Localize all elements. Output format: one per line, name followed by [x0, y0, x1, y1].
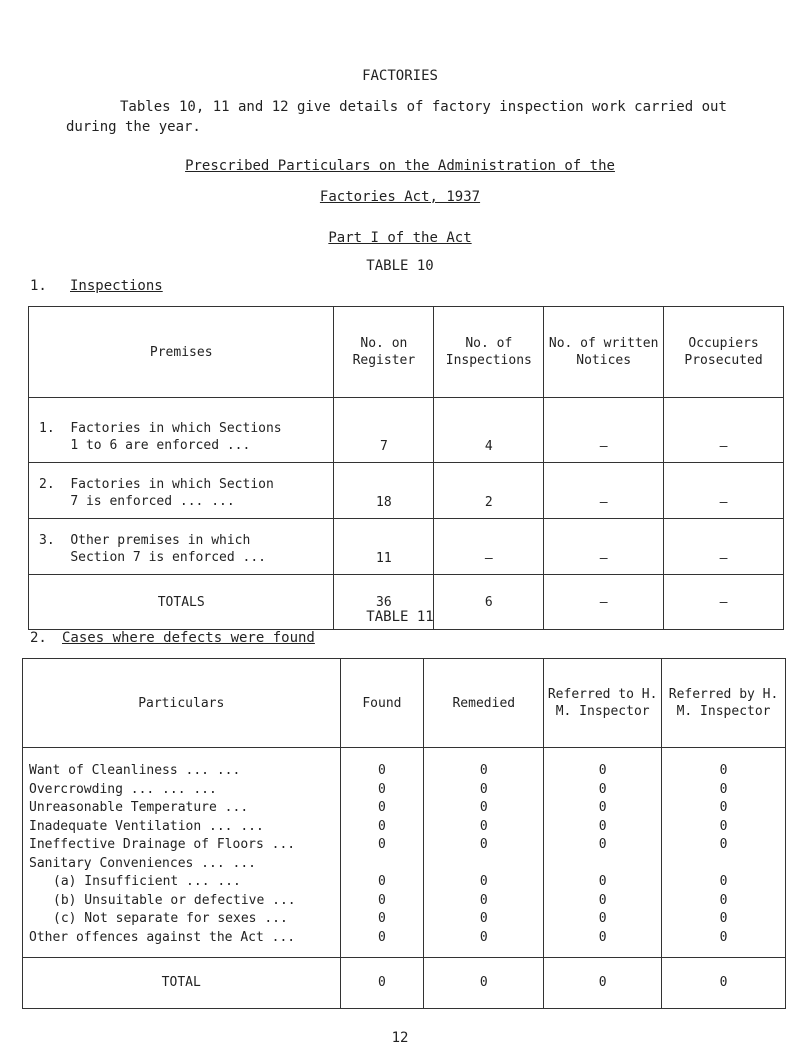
prosecuted-cell: – [664, 398, 784, 463]
referred-to-cell: 0 [544, 873, 662, 892]
table-row [23, 892, 786, 911]
referred-by-cell: 0 [662, 892, 786, 911]
referred-to-cell [544, 855, 662, 874]
referred-by-cell: 0 [662, 762, 786, 781]
totals-label: TOTAL [23, 958, 341, 1009]
remedied-cell: 0 [424, 836, 544, 855]
premises-cell: 2. Factories in which Section 7 is enforced ... ... [29, 463, 334, 519]
premises-cell: 1. Factories in which Sections 1 to 6 are enforced ... [29, 398, 334, 463]
referred-by-cell: 0 [662, 818, 786, 837]
table-row [23, 910, 786, 929]
found-cell: 0 [340, 929, 424, 958]
referred-to-cell: 0 [544, 892, 662, 911]
referred-to-cell: 0 [544, 910, 662, 929]
prosecuted-cell: – [664, 519, 784, 575]
act-heading: Factories Act, 1937 [319, 189, 481, 205]
premises-cell: 3. Other premises in which Section 7 is enforced ... [29, 519, 334, 575]
totals-referred-by: 0 [662, 958, 786, 1009]
referred-by-cell: 0 [662, 781, 786, 800]
referred-by-cell: 0 [662, 910, 786, 929]
referred-by-cell: 0 [662, 929, 786, 958]
remedied-cell: 0 [424, 910, 544, 929]
notices-cell: – [544, 398, 664, 463]
found-cell: 0 [340, 762, 424, 781]
particulars-cell: Want of Cleanliness ... ... [23, 762, 341, 781]
found-cell: 0 [340, 836, 424, 855]
header-remedied: Remedied [424, 659, 544, 748]
particulars-cell: Ineffective Drainage of Floors ... [23, 836, 341, 855]
header-referred-to: Referred to H. M. Inspector [544, 659, 662, 748]
referred-to-cell: 0 [544, 762, 662, 781]
referred-by-cell: 0 [662, 873, 786, 892]
section2-number: 2. [30, 630, 47, 646]
table-row [29, 519, 784, 575]
table-row [23, 855, 786, 874]
remedied-cell: 0 [424, 799, 544, 818]
header-found: Found [340, 659, 424, 748]
part-heading: Part I of the Act [328, 230, 472, 246]
inspections-cell: 2 [434, 463, 544, 519]
spacer-row [23, 748, 786, 763]
inspections-cell: – [434, 519, 544, 575]
section1-title: Inspections [70, 278, 163, 294]
particulars-cell: (c) Not separate for sexes ... [23, 910, 341, 929]
register-cell: 18 [334, 463, 434, 519]
totals-register: 36 [334, 575, 434, 630]
totals-remedied: 0 [424, 958, 544, 1009]
totals-found: 0 [340, 958, 424, 1009]
referred-to-cell: 0 [544, 929, 662, 958]
notices-cell: – [544, 463, 664, 519]
particulars-cell: Other offences against the Act ... [23, 929, 341, 958]
referred-by-cell: 0 [662, 836, 786, 855]
table-row [23, 873, 786, 892]
page-title: FACTORIES [362, 68, 438, 84]
referred-by-cell [662, 855, 786, 874]
referred-to-cell: 0 [544, 818, 662, 837]
totals-prosecuted: – [664, 575, 784, 630]
remedied-cell: 0 [424, 781, 544, 800]
referred-by-cell: 0 [662, 799, 786, 818]
table-row [29, 463, 784, 519]
found-cell: 0 [340, 818, 424, 837]
inspections-table [28, 306, 784, 630]
referred-to-cell: 0 [544, 781, 662, 800]
remedied-cell: 0 [424, 892, 544, 911]
found-cell: 0 [340, 910, 424, 929]
totals-referred-to: 0 [544, 958, 662, 1009]
particulars-cell: Sanitary Conveniences ... ... [23, 855, 341, 874]
register-cell: 11 [334, 519, 434, 575]
header-register: No. on Register [334, 307, 434, 398]
found-cell: 0 [340, 781, 424, 800]
particulars-cell: Inadequate Ventilation ... ... [23, 818, 341, 837]
table-row [23, 929, 786, 958]
particulars-cell: Overcrowding ... ... ... [23, 781, 341, 800]
totals-notices: – [544, 575, 664, 630]
remedied-cell [424, 855, 544, 874]
inspections-cell: 4 [434, 398, 544, 463]
remedied-cell: 0 [424, 762, 544, 781]
table-row [23, 781, 786, 800]
referred-to-cell: 0 [544, 799, 662, 818]
section1-number: 1. [30, 278, 47, 294]
remedied-cell: 0 [424, 873, 544, 892]
particulars-cell: (a) Insufficient ... ... [23, 873, 341, 892]
table-row [23, 818, 786, 837]
table10-title: TABLE 10 [366, 258, 434, 274]
particulars-cell: (b) Unsuitable or defective ... [23, 892, 341, 911]
notices-cell: – [544, 519, 664, 575]
intro-paragraph: Tables 10, 11 and 12 give details of factory inspection work carried out during the year. [66, 99, 727, 135]
totals-inspections: 6 [434, 575, 544, 630]
defects-table [22, 658, 786, 1009]
header-prosecuted: Occupiers Prosecuted [664, 307, 784, 398]
remedied-cell: 0 [424, 818, 544, 837]
header-premises: Premises [29, 307, 334, 398]
table-row [29, 398, 784, 463]
page-number: 12 [391, 1030, 409, 1046]
table11-title: TABLE 11 [366, 609, 434, 625]
header-inspections: No. of Inspections [434, 307, 544, 398]
table-row [23, 762, 786, 781]
table-row [23, 799, 786, 818]
particulars-cell: Unreasonable Temperature ... [23, 799, 341, 818]
remedied-cell: 0 [424, 929, 544, 958]
found-cell: 0 [340, 892, 424, 911]
header-referred-by: Referred by H. M. Inspector [662, 659, 786, 748]
totals-label: TOTALS [29, 575, 334, 630]
found-cell [340, 855, 424, 874]
referred-to-cell: 0 [544, 836, 662, 855]
section2-title: Cases where defects were found [62, 630, 315, 646]
table-row [23, 836, 786, 855]
table-header-row [23, 659, 786, 748]
register-cell: 7 [334, 398, 434, 463]
found-cell: 0 [340, 873, 424, 892]
totals-row [23, 958, 786, 1009]
table-header-row [29, 307, 784, 398]
administration-heading: Prescribed Particulars on the Administration of the [185, 158, 615, 174]
header-notices: No. of written Notices [544, 307, 664, 398]
found-cell: 0 [340, 799, 424, 818]
prosecuted-cell: – [664, 463, 784, 519]
header-particulars: Particulars [23, 659, 341, 748]
